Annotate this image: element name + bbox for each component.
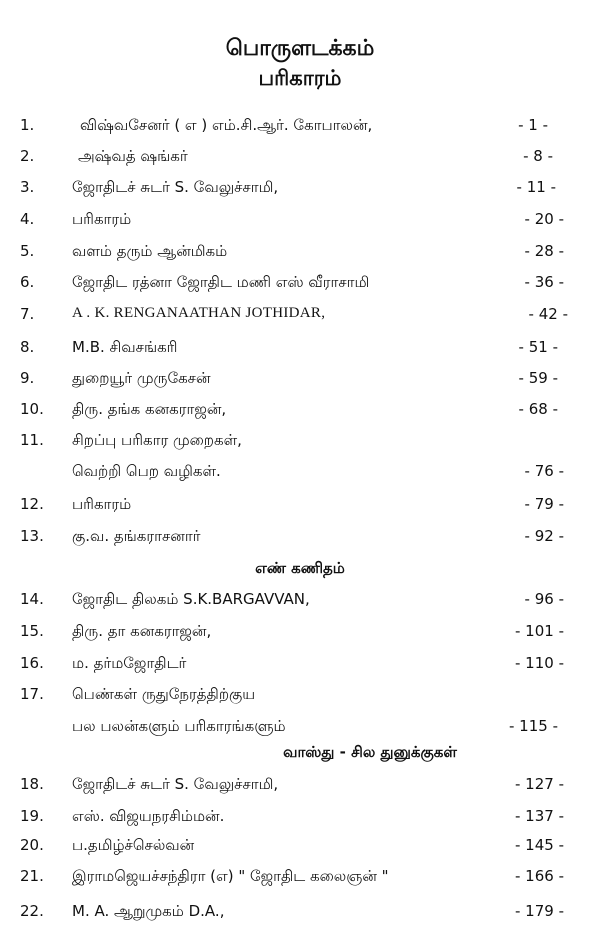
entry-title-line-2: பல பலன்களும் பரிகாரங்களும் [72, 717, 286, 735]
entry-number: 19. [20, 807, 44, 825]
toc-entry [0, 836, 600, 860]
entry-number: 9. [20, 369, 35, 387]
entry-number: 20. [20, 836, 44, 854]
entry-number: 6. [20, 273, 35, 291]
entry-page: - 115 - [509, 717, 558, 735]
entry-number: 7. [20, 305, 35, 323]
entry-page: - 92 - [524, 527, 564, 545]
entry-title-line-2: வெற்றி பெற வழிகள். [72, 462, 221, 480]
toc-entry [0, 775, 600, 799]
entry-title: ஜோதிடச் சுடர் S. வேலுச்சாமி, [72, 178, 279, 196]
section-heading-vastu: வாஸ்து - சில துனுக்குகள் [283, 743, 457, 761]
entry-number: 14. [20, 590, 44, 608]
entry-title: கு.வ. தங்கராசனார் [72, 527, 201, 545]
page-subtitle: பரிகாரம் [258, 66, 342, 90]
entry-page: - 59 - [518, 369, 558, 387]
entry-title: A . K. RENGANAATHAN JOTHIDAR, [72, 305, 326, 321]
entry-title: பெண்கள் ருதுநேரத்திற்குய [72, 685, 256, 703]
entry-number: 12. [20, 495, 44, 513]
toc-entry-continuation [0, 717, 600, 741]
entry-page: - 68 - [518, 400, 558, 418]
entry-number: 21. [20, 867, 44, 885]
toc-entry [0, 431, 600, 455]
entry-page: - 36 - [524, 273, 564, 291]
entry-title: ம. தர்மஜோதிடர் [72, 654, 187, 672]
entry-number: 3. [20, 178, 35, 196]
toc-entry [0, 369, 600, 393]
entry-title: திரு. தங்க கனகராஜன், [72, 400, 227, 418]
toc-entry [0, 685, 600, 709]
entry-page: - 137 - [515, 807, 564, 825]
entry-number: 8. [20, 338, 35, 356]
entry-number: 17. [20, 685, 44, 703]
entry-page: - 101 - [515, 622, 564, 640]
entry-title: பரிகாரம் [72, 495, 132, 513]
toc-entry [0, 902, 600, 926]
toc-entry [0, 305, 600, 329]
toc-entry [0, 867, 600, 891]
toc-entry [0, 590, 600, 614]
entry-title: எஸ். விஜயநரசிம்மன். [72, 807, 225, 825]
entry-title: துறையூர் முருகேசன் [72, 369, 211, 387]
entry-page: - 28 - [524, 242, 564, 260]
entry-title: திரு. தா கனகராஜன், [72, 622, 212, 640]
entry-title: வளம் தரும் ஆன்மிகம் [72, 242, 228, 260]
entry-number: 22. [20, 902, 44, 920]
entry-number: 15. [20, 622, 44, 640]
entry-page: - 20 - [524, 210, 564, 228]
entry-page: - 42 - [528, 305, 568, 323]
toc-entry [0, 273, 600, 297]
entry-title: M. A. ஆறுமுகம் D.A., [72, 902, 225, 920]
entry-page: - 110 - [515, 654, 564, 672]
entry-number: 4. [20, 210, 35, 228]
toc-entry [0, 495, 600, 519]
entry-page: - 166 - [515, 867, 564, 885]
toc-entry [0, 210, 600, 234]
entry-page: - 79 - [524, 495, 564, 513]
entry-title: பரிகாரம் [72, 210, 132, 228]
entry-title: ப.தமிழ்ச்செல்வன் [72, 836, 195, 854]
section-heading-numerology: எண் கணிதம் [255, 559, 345, 577]
entry-page: - 145 - [515, 836, 564, 854]
entry-title: ஜோதிட ரத்னா ஜோதிட மணி எஸ் வீராசாமி [72, 273, 370, 291]
entry-page: - 179 - [515, 902, 564, 920]
entry-page: - 51 - [518, 338, 558, 356]
entry-title: ஜோதிட திலகம் S.K.BARGAVVAN, [72, 590, 310, 608]
entry-title: இராமஜெயச்சந்திரா (எ) " ஜோதிட கலைஞன் " [72, 867, 389, 885]
entry-title: விஷ்வசேனர் ( எ ) எம்.சி.ஆர். கோபாலன், [80, 116, 373, 134]
entry-title: M.B. சிவசங்கரி [72, 338, 178, 356]
entry-title: அஷ்வத் ஷங்கர் [78, 147, 188, 165]
toc-entry [0, 178, 600, 202]
toc-entry [0, 622, 600, 646]
entry-page: - 1 - [518, 116, 548, 134]
toc-entry [0, 147, 600, 171]
entry-title: ஜோதிடச் சுடர் S. வேலுச்சாமி, [72, 775, 279, 793]
entry-number: 2. [20, 147, 35, 165]
toc-entry [0, 338, 600, 362]
entry-number: 5. [20, 242, 35, 260]
toc-entry [0, 242, 600, 266]
entry-page: - 76 - [524, 462, 564, 480]
entry-number: 11. [20, 431, 44, 449]
toc-entry [0, 654, 600, 678]
entry-number: 13. [20, 527, 44, 545]
entry-page: - 96 - [524, 590, 564, 608]
entry-number: 16. [20, 654, 44, 672]
page-title: பொருளடக்கம் [225, 36, 375, 61]
toc-entry-continuation [0, 462, 600, 486]
toc-entry [0, 807, 600, 831]
entry-title: சிறப்பு பரிகார முறைகள், [72, 431, 242, 449]
toc-entry [0, 400, 600, 424]
toc-entry [0, 116, 600, 140]
entry-page: - 11 - [516, 178, 556, 196]
entry-page: - 127 - [515, 775, 564, 793]
entry-number: 1. [20, 116, 35, 134]
entry-number: 10. [20, 400, 44, 418]
entry-page: - 8 - [523, 147, 553, 165]
entry-number: 18. [20, 775, 44, 793]
toc-entry [0, 527, 600, 551]
